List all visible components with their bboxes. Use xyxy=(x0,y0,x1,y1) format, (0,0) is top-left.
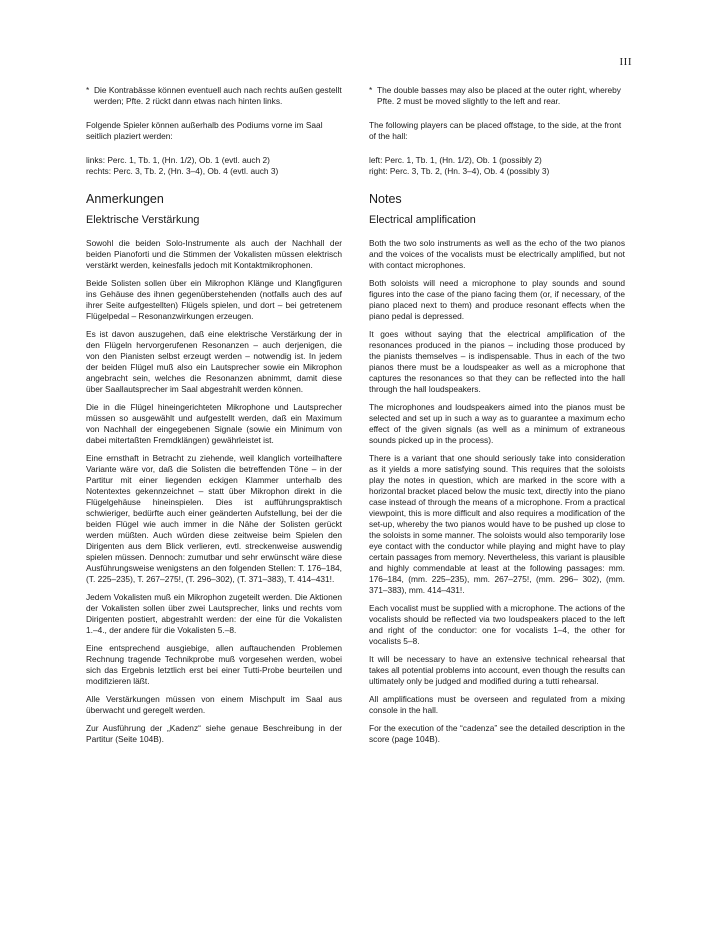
section-heading: Anmerkungen xyxy=(86,192,164,206)
offstage-players xyxy=(86,155,342,177)
footnote xyxy=(369,85,625,107)
footnote xyxy=(86,85,342,107)
paragraph: Jedem Vokalisten muß ein Mikrophon zugeteilt werden. Die Aktionen der Vokalisten sollen über zwei Lautsprecher, links und rechts vom Dirigenten postiert, abgestrahlt werden: der eine für die Vokalisten 1.–4., der andere für die Vokalisten 5.–8. xyxy=(86,592,342,635)
german-column xyxy=(86,85,342,752)
paragraph: The microphones and loudspeakers aimed into the pianos must be selected and set up in such a way as to guarantee a maximum echo effect of the given signals (as well as a minimum of extraneous sounds picked up in the process). xyxy=(369,402,625,445)
paragraph: Zur Ausführung der „Kadenz“ siehe genaue Beschreibung in der Partitur (Seite 104B). xyxy=(86,723,342,744)
footnote-marker: * xyxy=(369,85,373,95)
paragraph: Eine ernsthaft in Betracht zu ziehende, weil klanglich vorteilhaftere Variante wäre vor, daß die Solisten die betreffenden Töne – in der Partitur mit einer liegenden eckigen Klammer unterhalb des Notentextes gekennzeichnet – statt über Mikrophon direkt in die Flügelgehäuse hineinspielen. Dies ist aufführungspraktisch schwieriger, bedürfte auch einer geänderten Aufstellung, bei der die beiden Flügel wie auch immer in die Nähe der Solisten gerückt werden müßten. Auch würden diese zeitweise beim Spielen den Dirigenten aus dem Blick verlieren, evtl. streckenweise auswendig spielen müssen. Dennoch: zumutbar und sehr erwünscht wäre diese Ausführungsweise wenigstens an den folgenden Stellen: T. 176–184, (T. 225–235), T. 267–275!, (T. 296–302), (T. 371–383), T. 414–431!. xyxy=(86,453,342,584)
paragraph: For the execution of the “cadenza” see the detailed description in the score (page 104B). xyxy=(369,723,625,744)
players-left: links: Perc. 1, Tb. 1, (Hn. 1/2), Ob. 1 (evtl. auch 2) xyxy=(86,155,270,165)
footnote-marker: * xyxy=(86,85,90,95)
section-heading: Notes xyxy=(369,192,402,206)
players-right: right: Perc. 3, Tb. 2, (Hn. 3–4), Ob. 4 (possibly 3) xyxy=(369,166,550,176)
paragraph: Sowohl die beiden Solo-Instrumente als auch der Nachhall der beiden Pianoforti und die Stimmen der Vokalisten müssen elektrisch verstärkt werden, keinesfalls jedoch mit Kontaktmikrophonen. xyxy=(86,238,342,270)
english-column xyxy=(369,85,625,752)
paragraph: All amplifications must be overseen and regulated from a mixing console in the hall. xyxy=(369,694,625,715)
paragraph: It will be necessary to have an extensive technical rehearsal that takes all potential problems into account, even though the results can ultimately only be judged and modified during a tutti rehearsal. xyxy=(369,654,625,686)
paragraph: Alle Verstärkungen müssen von einem Mischpult im Saal aus überwacht und geregelt werden. xyxy=(86,694,342,715)
subsection-heading: Elektrische Verstärkung xyxy=(86,214,200,226)
offstage-players xyxy=(369,155,625,177)
subsection-heading: Electrical amplification xyxy=(369,214,476,226)
paragraph: Both the two solo instruments as well as the echo of the two pianos and the voices of the vocalists must be electrically amplified, but not with contact microphones. xyxy=(369,238,625,270)
paragraph: It goes without saying that the electrical amplification of the resonances produced in the pianos – including those produced by the pianists themselves – is indispensable. Thus in each of the two pianos there must be a loudspeaker as well as a microphone that captures the resonances so that they can be reflected into the hall through the hall loudspeakers. xyxy=(369,329,625,394)
paragraph: Die in die Flügel hineingerichteten Mikrophone und Lautsprecher müssen so ausgewählt und aufgestellt werden, daß ein Maximum von Nachhall der eingegebenen Signale (sowie ein Minimum von dabei mitertaßten Fremdklängen) gewährleistet ist. xyxy=(86,402,342,445)
paragraph: Eine entsprechend ausgiebige, allen auftauchenden Problemen Rechnung tragende Technikprobe muß vorgesehen werden, wobei sich das Ergebnis letztlich erst bei einer Tutti-Probe beurteilen und modifizieren läßt. xyxy=(86,643,342,686)
page-number: III xyxy=(619,56,632,68)
offstage-intro: The following players can be placed offstage, to the side, at the front of the hall: xyxy=(369,120,622,141)
footnote-text: Die Kontrabässe können eventuell auch nach rechts außen gestellt werden; Pfte. 2 rückt dann etwas nach hinten links. xyxy=(94,85,342,106)
footnote-text: The double basses may also be placed at the outer right, whereby Pfte. 2 must be moved slightly to the left and rear. xyxy=(377,85,621,106)
paragraph: There is a variant that one should seriously take into consideration as it yields a more satisfying sound. This requires that the soloists play the notes in question, which are marked in the score with a horizontal bracket placed below the music text, directly into the piano case instead of through the means of a microphone. From a practical viewpoint, this is more difficult and also requires a modification of the set-up, whereby the two pianos would have to be pushed up close to the soloists in some manner. The soloists would also temporarily lose eye contact with the conductor while playing and might have to play certain passages from memory. Nevertheless, this variant is plausible and highly commendable at least at the following passages: mm. 176–184, (mm. 225–235), mm. 267–275!, (mm. 296– 302), (mm. 371–383), mm. 414–431!. xyxy=(369,453,625,595)
paragraph: Es ist davon auszugehen, daß eine elektrische Verstärkung der in den Flügeln hervorgerufenen Resonanzen – auch derjenigen, die von den Pianisten selbst erzeugt werden – notwendig ist. In jedem der beiden Flügel muß also ein Lautsprecher sowie ein Mikrophon angebracht sein, welches die Resonanzen abnimmt, damit diese über Saallautsprecher im Saal abgestrahlt werden können. xyxy=(86,329,342,394)
players-left: left: Perc. 1, Tb. 1, (Hn. 1/2), Ob. 1 (possibly 2) xyxy=(369,155,542,165)
paragraph: Both soloists will need a microphone to play sounds and sound figures into the case of the piano facing them (or, if necessary, of the piano placed next to them) and produce resonant effects when the piano pedal is depressed. xyxy=(369,278,625,321)
players-right: rechts: Perc. 3, Tb. 2, (Hn. 3–4), Ob. 4 (evtl. auch 3) xyxy=(86,166,279,176)
offstage-intro: Folgende Spieler können außerhalb des Podiums vorne im Saal seitlich plaziert werden: xyxy=(86,120,323,141)
paragraph: Each vocalist must be supplied with a microphone. The actions of the vocalists should be reflected via two loudspeakers placed to the left and right of the conductor: one for vocalists 1–4, the other for vocalists 5–8. xyxy=(369,603,625,646)
paragraph: Beide Solisten sollen über ein Mikrophon Klänge und Klangfiguren ins Gehäuse des ihnen gegenüberstehenden (notfalls auch des auf ihrer Seite aufgestellten) Flügels spielen, und dort – bei getretenem Flügelpedal – Resonanzwirkungen erzeugen. xyxy=(86,278,342,321)
